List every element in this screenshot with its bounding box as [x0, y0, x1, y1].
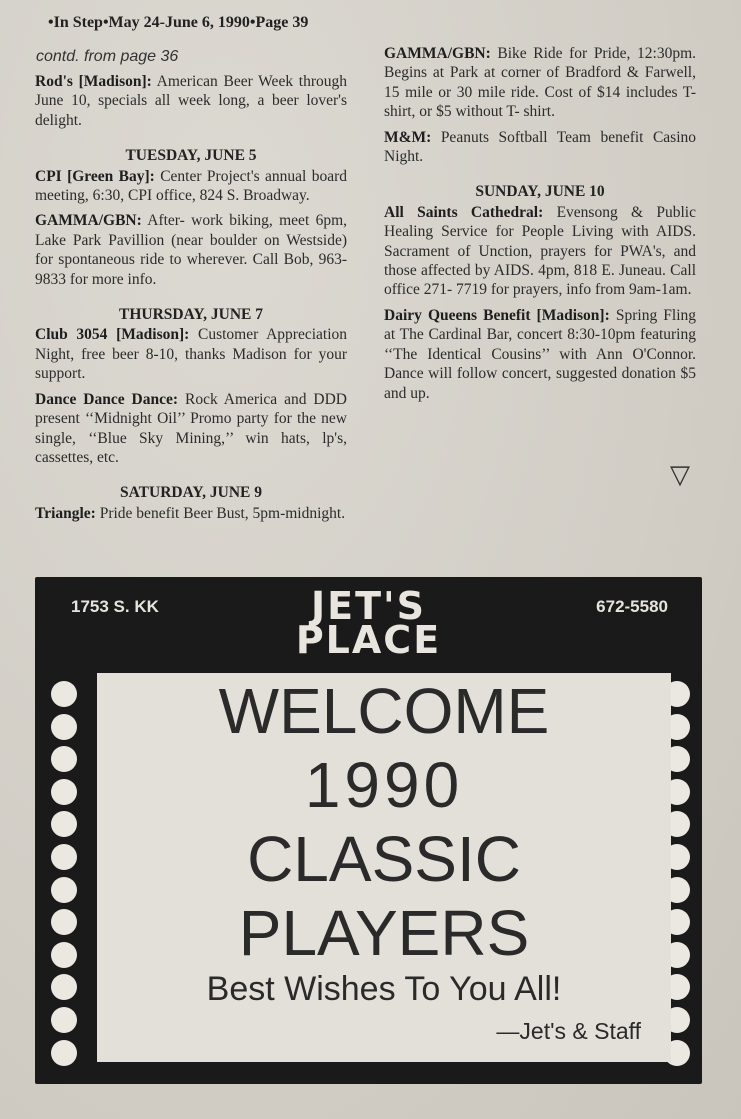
event-organizer: GAMMA/GBN:	[35, 212, 142, 230]
event-organizer: Triangle:	[35, 504, 96, 522]
event-details: Customer Appreciation Night, free beer 8-10, thanks Madison for your support.	[35, 326, 347, 383]
event-details: After- work biking, meet 6pm, Lake Park Pavillion (near boulder on Westside) for spontaneous ride to wherever. Call Bob, 963-9833 for more info.	[35, 212, 348, 288]
day-heading: TUESDAY, JUNE 5	[125, 147, 257, 165]
event-organizer: Club 3054 [Madison]:	[35, 326, 190, 344]
event-details: Evensong & Public Healing Service for People Living with AIDS. Sacrament of Unction, prayers for PWA's, and those affected by AIDS. 4pm, 818 E. Juneau. Call office 271- 7719 for prayers, info from 9am-1am.	[384, 203, 696, 299]
ad-welcome: WELCOME	[218, 675, 550, 747]
ad-best-wishes: Best Wishes To You All!	[206, 970, 562, 1008]
continued-note: contd. from page 36	[36, 48, 179, 65]
ad-classic: CLASSIC	[247, 823, 521, 895]
event-listing	[384, 44, 696, 122]
ad-address: 1753 S. KK	[71, 597, 159, 616]
event-listing	[35, 211, 347, 289]
ad-signature: —Jet's & Staff	[496, 1018, 641, 1044]
ad-business-name	[35, 584, 702, 662]
ad-panel	[97, 673, 671, 1062]
film-hole	[51, 1007, 77, 1033]
event-organizer: GAMMA/GBN:	[384, 45, 491, 62]
event-details: Pride benefit Beer Bust, 5pm-midnight.	[99, 504, 346, 522]
ad-name-line1: JET'S	[310, 584, 427, 628]
event-listing	[35, 504, 347, 523]
film-hole	[51, 974, 77, 1000]
film-holes-left	[51, 681, 79, 1072]
event-details: American Beer Week through June 10, specials all week long, a beer lover's delight.	[35, 73, 347, 129]
right-column	[384, 44, 696, 409]
jets-place-ad	[35, 577, 702, 1084]
event-listing	[35, 325, 347, 383]
event-organizer: CPI [Green Bay]:	[35, 167, 155, 185]
film-hole	[51, 844, 77, 870]
film-hole	[51, 779, 77, 805]
event-details: Bike Ride for Pride, 12:30pm. Begins at Park at corner of Bradford & Farwell, 15 mile or 30 mile ride. Cost of $14 includes T-shirt, or $5 without T- shirt.	[384, 45, 697, 121]
event-organizer: Rod's [Madison]:	[35, 73, 152, 90]
page-header: •In Step•May 24-June 6, 1990•Page 39	[48, 14, 309, 31]
event-organizer: M&M:	[384, 128, 432, 146]
event-listing	[35, 72, 347, 130]
film-hole	[51, 1040, 77, 1066]
day-heading: THURSDAY, JUNE 7	[119, 306, 263, 324]
event-details: Rock America and DDD present ‘‘Midnight Oil’’ Promo party for the new single, ‘‘Blue Sky Mining,’’ win hats, lp's, cassettes, etc.	[35, 390, 348, 466]
film-hole	[51, 681, 77, 707]
film-hole	[51, 942, 77, 968]
event-listing	[35, 390, 347, 468]
ad-players: PLAYERS	[238, 897, 530, 969]
event-listing	[384, 128, 696, 167]
ad-phone: 672-5580	[596, 597, 668, 616]
film-hole	[51, 714, 77, 740]
ad-year: 1990	[304, 749, 464, 821]
film-hole	[51, 877, 77, 903]
event-details: Spring Fling at The Cardinal Bar, concert 8:30-10pm featuring ‘‘The Identical Cousins’’ with Ann O'Connor. Dance will follow concert, suggested donation $5 and up.	[384, 306, 697, 402]
film-hole	[51, 746, 77, 772]
ad-name-line2: PLACE	[295, 618, 442, 662]
event-organizer: Dairy Queens Benefit [Madison]:	[384, 306, 610, 324]
event-listing	[384, 203, 696, 300]
film-hole	[51, 811, 77, 837]
left-column	[35, 72, 347, 529]
end-mark-icon: ▽	[670, 460, 690, 490]
event-listing	[35, 167, 347, 206]
event-organizer: All Saints Cathedral:	[384, 203, 544, 221]
day-heading: SUNDAY, JUNE 10	[475, 183, 605, 201]
event-details: Peanuts Softball Team benefit Casino Night.	[384, 128, 696, 166]
day-heading: SATURDAY, JUNE 9	[120, 484, 262, 502]
event-details: Center Project's annual board meeting, 6:30, CPI office, 824 S. Broadway.	[35, 167, 348, 205]
event-organizer: Dance Dance Dance:	[35, 390, 179, 408]
film-hole	[51, 909, 77, 935]
event-listing	[384, 306, 696, 403]
